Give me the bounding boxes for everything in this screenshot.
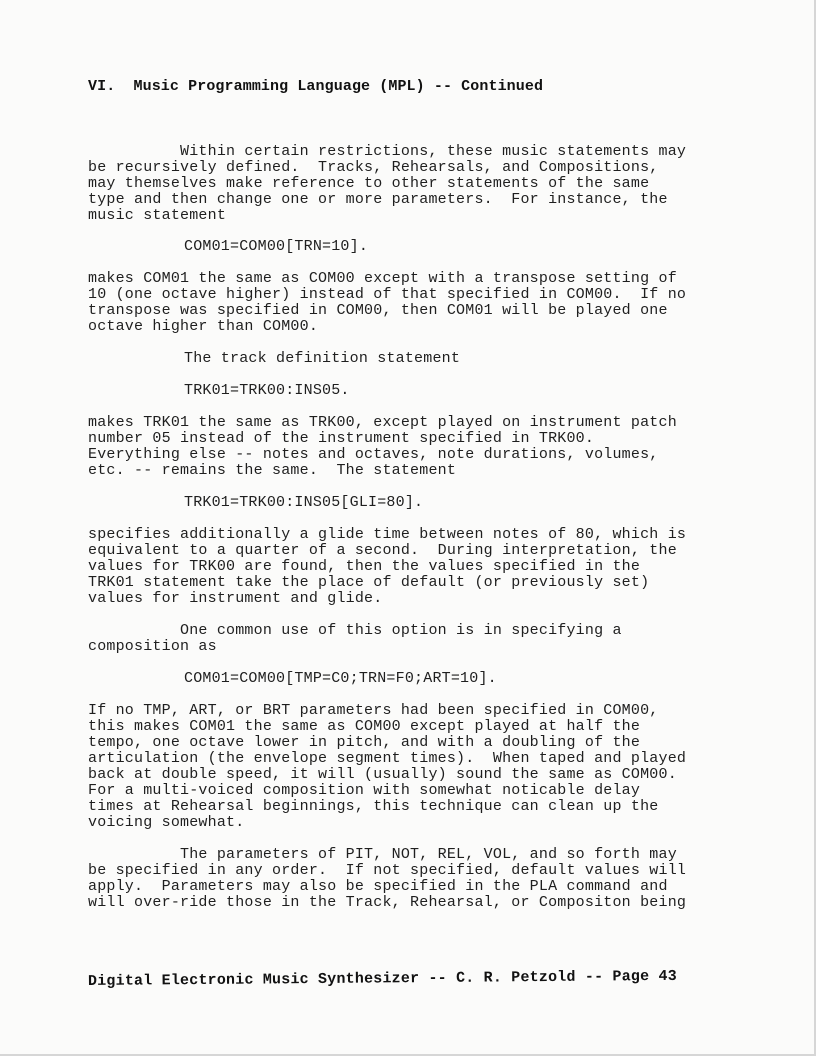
code-statement-trk01: TRK01=TRK00:INS05. [184, 382, 350, 399]
text-line: values for TRK00 are found, then the values specified in the [88, 558, 641, 575]
text-line: TRK01 statement take the place of default (or previously set) [88, 574, 650, 591]
text-line: articulation (the envelope segment times). When taped and played [88, 750, 687, 767]
text-line: 10 (one octave higher) instead of that specified in COM00. If no [88, 286, 687, 303]
text-line: makes TRK01 the same as TRK00, except played on instrument patch [88, 414, 677, 431]
text-line: The parameters of PIT, NOT, REL, VOL, and so forth may [88, 846, 677, 863]
text-line: values for instrument and glide. [88, 590, 383, 607]
text-line: makes COM01 the same as COM00 except with a transpose setting of [88, 270, 677, 287]
text-line: etc. -- remains the same. The statement [88, 462, 457, 479]
text-line: For a multi-voiced composition with somewhat noticable delay [88, 782, 641, 799]
text-line: Within certain restrictions, these music statements may [88, 143, 687, 160]
text-line: specifies additionally a glide time between notes of 80, which is [88, 526, 687, 543]
text-line: will over-ride those in the Track, Rehearsal, or Compositon being [88, 894, 687, 911]
text-line: octave higher than COM00. [88, 318, 319, 335]
text-line: times at Rehearsal beginnings, this technique can clean up the [88, 798, 659, 815]
code-statement-com01-tempo: COM01=COM00[TMP=C0;TRN=F0;ART=10]. [184, 670, 497, 687]
text-line: this makes COM01 the same as COM00 except played at half the [88, 718, 641, 735]
text-line: If no TMP, ART, or BRT parameters had been specified in COM00, [88, 702, 659, 719]
text-line: transpose was specified in COM00, then COM01 will be played one [88, 302, 668, 319]
paragraph-track-definition: The track definition statement [184, 350, 461, 367]
text-line: music statement [88, 207, 227, 224]
text-line: apply. Parameters may also be specified in the PLA command and [88, 878, 668, 895]
text-line: voicing somewhat. [88, 814, 245, 831]
text-line: type and then change one or more parameters. For instance, the [88, 191, 668, 208]
text-line: be recursively defined. Tracks, Rehearsals, and Compositions, [88, 159, 659, 176]
page-heading: VI. Music Programming Language (MPL) -- Continued [88, 78, 544, 95]
text-line: be specified in any order. If not specified, default values will [88, 862, 687, 879]
page-footer: Digital Electronic Music Synthesizer -- C. R. Petzold -- Page 43 [87, 967, 677, 990]
code-statement-com01: COM01=COM00[TRN=10]. [184, 238, 369, 255]
text-line: may themselves make reference to other statements of the same [88, 175, 650, 192]
text-line: number 05 instead of the instrument specified in TRK00. [88, 430, 595, 447]
text-line: back at double speed, it will (usually) sound the same as COM00. [88, 766, 677, 783]
text-line: composition as [88, 638, 217, 655]
text-line: tempo, one octave lower in pitch, and with a doubling of the [88, 734, 641, 751]
text-line: Everything else -- notes and octaves, note durations, volumes, [88, 446, 659, 463]
code-statement-trk01-glide: TRK01=TRK00:INS05[GLI=80]. [184, 494, 424, 511]
text-line: One common use of this option is in specifying a [88, 622, 622, 639]
text-line: equivalent to a quarter of a second. During interpretation, the [88, 542, 677, 559]
